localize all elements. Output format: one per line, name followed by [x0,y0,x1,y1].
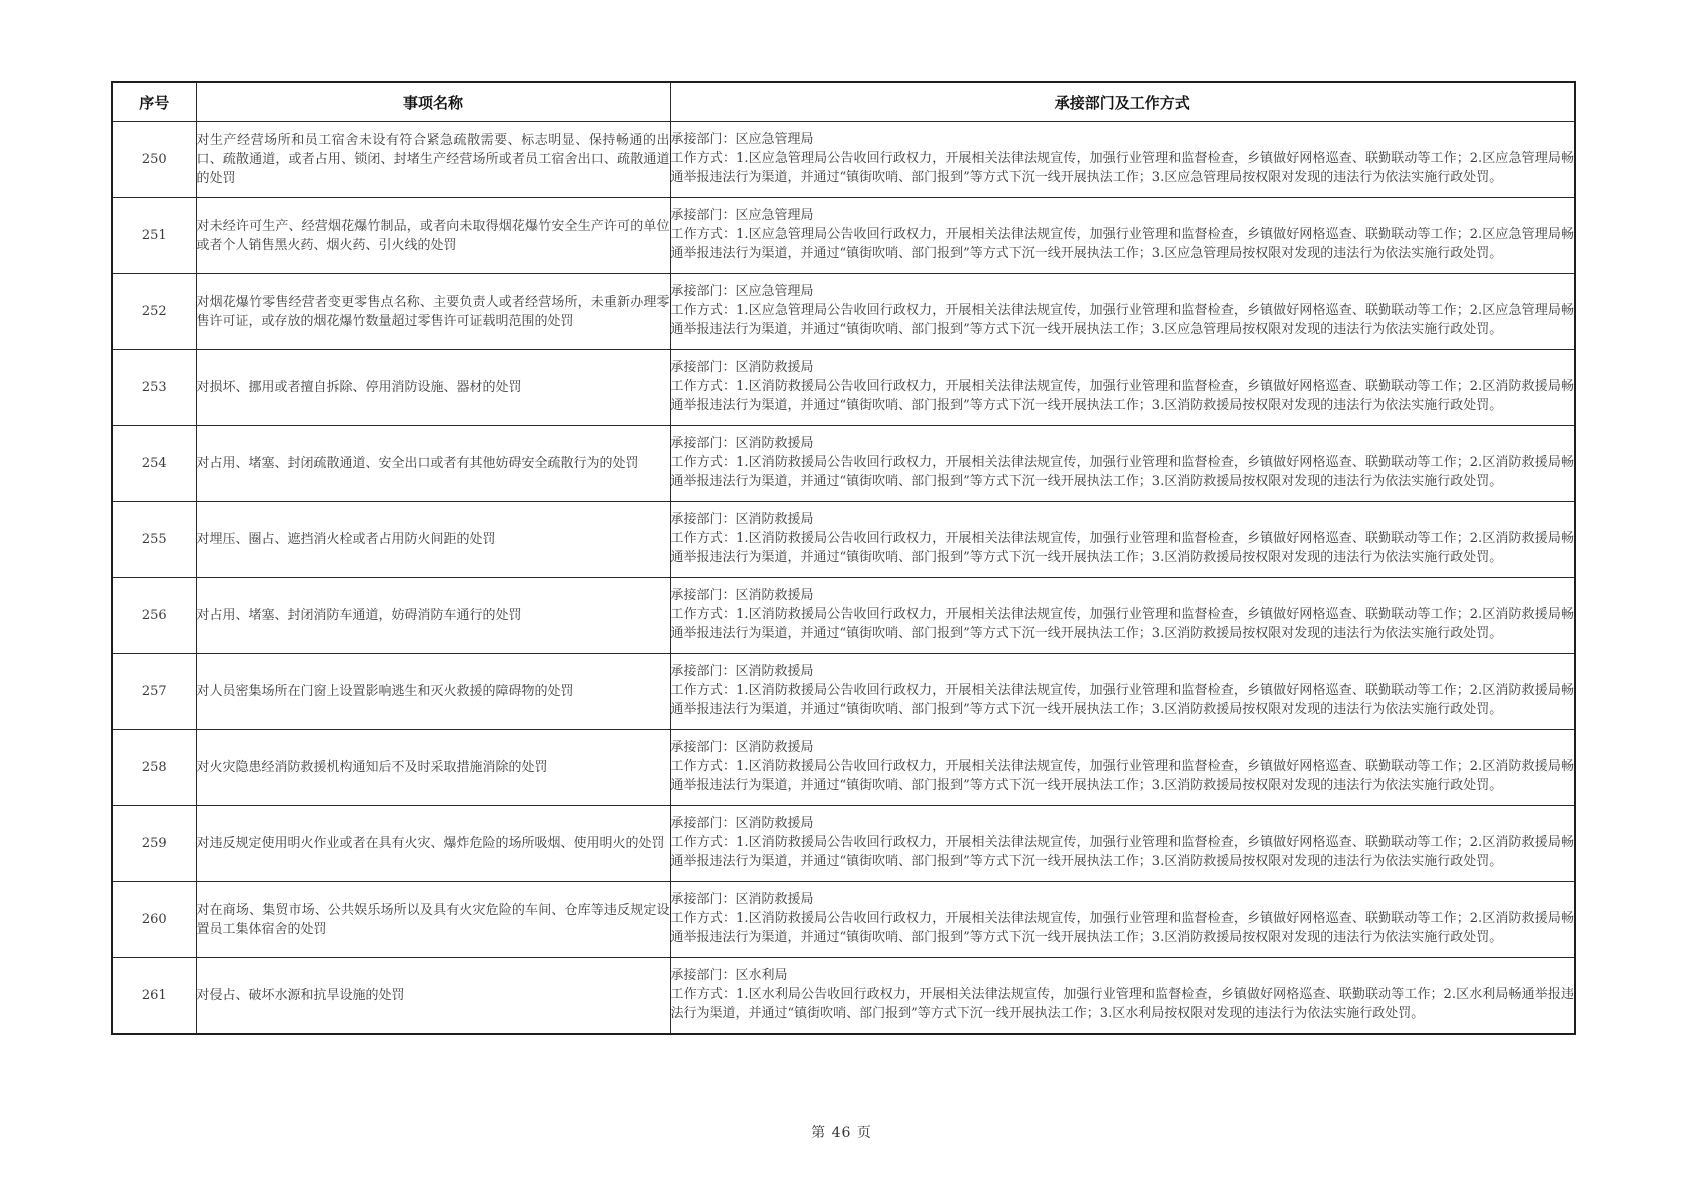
row-department: 承接部门：区应急管理局 [670,132,814,148]
row-serial-number: 253 [112,350,196,426]
table-row [112,654,1575,730]
row-serial-number: 252 [112,274,196,350]
row-matter-name: 对违反规定使用明火作业或者在具有火灾、爆炸危险的场所吸烟、使用明火的处罚 [196,806,670,882]
row-serial-number: 260 [112,882,196,958]
row-serial-number: 250 [112,122,196,198]
table-row [112,882,1575,958]
row-serial-number: 257 [112,654,196,730]
row-matter-name: 对生产经营场所和员工宿舍未设有符合紧急疏散需要、标志明显、保持畅通的出口、疏散通道，或者占用、锁闭、封堵生产经营场所或者员工宿舍出口、疏散通道的处罚 [196,122,670,198]
row-department-cell [670,502,1575,578]
row-matter-name: 对火灾隐患经消防救援机构通知后不及时采取措施消除的处罚 [196,730,670,806]
row-serial-number: 261 [112,958,196,1035]
row-department-cell [670,882,1575,958]
row-work-method: 工作方式：1.区应急管理局公告收回行政权力，开展相关法律法规宣传，加强行业管理和监督检查，乡镇做好网格巡查、联勤联动等工作；2.区应急管理局畅通举报违法行为渠道，并通过“镇街吹哨、部门报到”等方式下沉一线开展执法工作；3.区应急管理局按权限对发现的违法行为依法实施行政处罚。 [670,303,1574,337]
row-matter-name: 对埋压、圈占、遮挡消火栓或者占用防火间距的处罚 [196,502,670,578]
row-work-method: 工作方式：1.区消防救援局公告收回行政权力，开展相关法律法规宣传，加强行业管理和监督检查，乡镇做好网格巡查、联勤联动等工作；2.区消防救援局畅通举报违法行为渠道，并通过“镇街吹哨、部门报到”等方式下沉一线开展执法工作；3.区消防救援局按权限对发现的违法行为依法实施行政处罚。 [670,607,1574,641]
page-number: 第 46 页 [811,1125,872,1141]
row-matter-name: 对损坏、挪用或者擅自拆除、停用消防设施、器材的处罚 [196,350,670,426]
row-department-cell [670,958,1575,1035]
table-row [112,350,1575,426]
row-department: 承接部门：区应急管理局 [670,208,814,224]
row-work-method: 工作方式：1.区消防救援局公告收回行政权力，开展相关法律法规宣传，加强行业管理和监督检查，乡镇做好网格巡查、联勤联动等工作；2.区消防救援局畅通举报违法行为渠道，并通过“镇街吹哨、部门报到”等方式下沉一线开展执法工作；3.区消防救援局按权限对发现的违法行为依法实施行政处罚。 [670,911,1574,945]
header-matter-name: 事项名称 [196,82,670,122]
row-department-cell [670,198,1575,274]
row-work-method: 工作方式：1.区应急管理局公告收回行政权力，开展相关法律法规宣传，加强行业管理和监督检查，乡镇做好网格巡查、联勤联动等工作；2.区应急管理局畅通举报违法行为渠道，并通过“镇街吹哨、部门报到”等方式下沉一线开展执法工作；3.区应急管理局按权限对发现的违法行为依法实施行政处罚。 [670,227,1574,261]
row-work-method: 工作方式：1.区消防救援局公告收回行政权力，开展相关法律法规宣传，加强行业管理和监督检查，乡镇做好网格巡查、联勤联动等工作；2.区消防救援局畅通举报违法行为渠道，并通过“镇街吹哨、部门报到”等方式下沉一线开展执法工作；3.区消防救援局按权限对发现的违法行为依法实施行政处罚。 [670,531,1574,565]
row-work-method: 工作方式：1.区消防救援局公告收回行政权力，开展相关法律法规宣传，加强行业管理和监督检查，乡镇做好网格巡查、联勤联动等工作；2.区消防救援局畅通举报违法行为渠道，并通过“镇街吹哨、部门报到”等方式下沉一线开展执法工作；3.区消防救援局按权限对发现的违法行为依法实施行政处罚。 [670,379,1574,413]
table-row [112,426,1575,502]
table-row [112,806,1575,882]
row-department: 承接部门：区水利局 [670,968,788,984]
row-work-method: 工作方式：1.区消防救援局公告收回行政权力，开展相关法律法规宣传，加强行业管理和监督检查，乡镇做好网格巡查、联勤联动等工作；2.区消防救援局畅通举报违法行为渠道，并通过“镇街吹哨、部门报到”等方式下沉一线开展执法工作；3.区消防救援局按权限对发现的违法行为依法实施行政处罚。 [670,455,1574,489]
row-department: 承接部门：区消防救援局 [670,588,814,604]
row-department-cell [670,654,1575,730]
table-row [112,274,1575,350]
row-department: 承接部门：区应急管理局 [670,284,814,300]
row-department: 承接部门：区消防救援局 [670,892,814,908]
row-department-cell [670,730,1575,806]
table-row [112,502,1575,578]
row-serial-number: 255 [112,502,196,578]
matters-table [111,81,1576,1035]
table-body [112,122,1575,1035]
row-department: 承接部门：区消防救援局 [670,360,814,376]
row-work-method: 工作方式：1.区消防救援局公告收回行政权力，开展相关法律法规宣传，加强行业管理和监督检查，乡镇做好网格巡查、联勤联动等工作；2.区消防救援局畅通举报违法行为渠道，并通过“镇街吹哨、部门报到”等方式下沉一线开展执法工作；3.区消防救援局按权限对发现的违法行为依法实施行政处罚。 [670,683,1574,717]
document-sheet [111,81,1574,1035]
row-serial-number: 251 [112,198,196,274]
row-work-method: 工作方式：1.区消防救援局公告收回行政权力，开展相关法律法规宣传，加强行业管理和监督检查，乡镇做好网格巡查、联勤联动等工作；2.区消防救援局畅通举报违法行为渠道，并通过“镇街吹哨、部门报到”等方式下沉一线开展执法工作；3.区消防救援局按权限对发现的违法行为依法实施行政处罚。 [670,835,1574,869]
row-matter-name: 对烟花爆竹零售经营者变更零售点名称、主要负责人或者经营场所，未重新办理零售许可证，或存放的烟花爆竹数量超过零售许可证载明范围的处罚 [196,274,670,350]
table-row [112,198,1575,274]
row-matter-name: 对占用、堵塞、封闭消防车通道，妨碍消防车通行的处罚 [196,578,670,654]
row-department: 承接部门：区消防救援局 [670,512,814,528]
row-department-cell [670,122,1575,198]
row-matter-name: 对人员密集场所在门窗上设置影响逃生和灭火救援的障碍物的处罚 [196,654,670,730]
row-matter-name: 对占用、堵塞、封闭疏散通道、安全出口或者有其他妨碍安全疏散行为的处罚 [196,426,670,502]
row-department-cell [670,350,1575,426]
table-header-row [112,82,1575,122]
row-department-cell [670,426,1575,502]
row-serial-number: 259 [112,806,196,882]
row-serial-number: 258 [112,730,196,806]
table-row [112,578,1575,654]
row-department-cell [670,806,1575,882]
header-department-and-method: 承接部门及工作方式 [670,82,1575,122]
row-matter-name: 对未经许可生产、经营烟花爆竹制品，或者向未取得烟花爆竹安全生产许可的单位或者个人销售黑火药、烟火药、引火线的处罚 [196,198,670,274]
row-serial-number: 254 [112,426,196,502]
header-serial-number: 序号 [112,82,196,122]
table-row [112,730,1575,806]
table-row [112,958,1575,1035]
row-work-method: 工作方式：1.区应急管理局公告收回行政权力，开展相关法律法规宣传，加强行业管理和监督检查，乡镇做好网格巡查、联勤联动等工作；2.区应急管理局畅通举报违法行为渠道，并通过“镇街吹哨、部门报到”等方式下沉一线开展执法工作；3.区应急管理局按权限对发现的违法行为依法实施行政处罚。 [670,151,1574,185]
row-serial-number: 256 [112,578,196,654]
row-department: 承接部门：区消防救援局 [670,436,814,452]
row-matter-name: 对侵占、破坏水源和抗旱设施的处罚 [196,958,670,1035]
row-work-method: 工作方式：1.区消防救援局公告收回行政权力，开展相关法律法规宣传，加强行业管理和监督检查，乡镇做好网格巡查、联勤联动等工作；2.区消防救援局畅通举报违法行为渠道，并通过“镇街吹哨、部门报到”等方式下沉一线开展执法工作；3.区消防救援局按权限对发现的违法行为依法实施行政处罚。 [670,759,1574,793]
row-department: 承接部门：区消防救援局 [670,740,814,756]
row-matter-name: 对在商场、集贸市场、公共娱乐场所以及具有火灾危险的车间、仓库等违反规定设置员工集体宿舍的处罚 [196,882,670,958]
row-department: 承接部门：区消防救援局 [670,664,814,680]
row-work-method: 工作方式：1.区水利局公告收回行政权力，开展相关法律法规宣传，加强行业管理和监督检查，乡镇做好网格巡查、联勤联动等工作；2.区水利局畅通举报违法行为渠道，并通过“镇街吹哨、部门报到”等方式下沉一线开展执法工作；3.区水利局按权限对发现的违法行为依法实施行政处罚。 [670,987,1574,1021]
table-row [112,122,1575,198]
row-department-cell [670,578,1575,654]
row-department-cell [670,274,1575,350]
row-department: 承接部门：区消防救援局 [670,816,814,832]
